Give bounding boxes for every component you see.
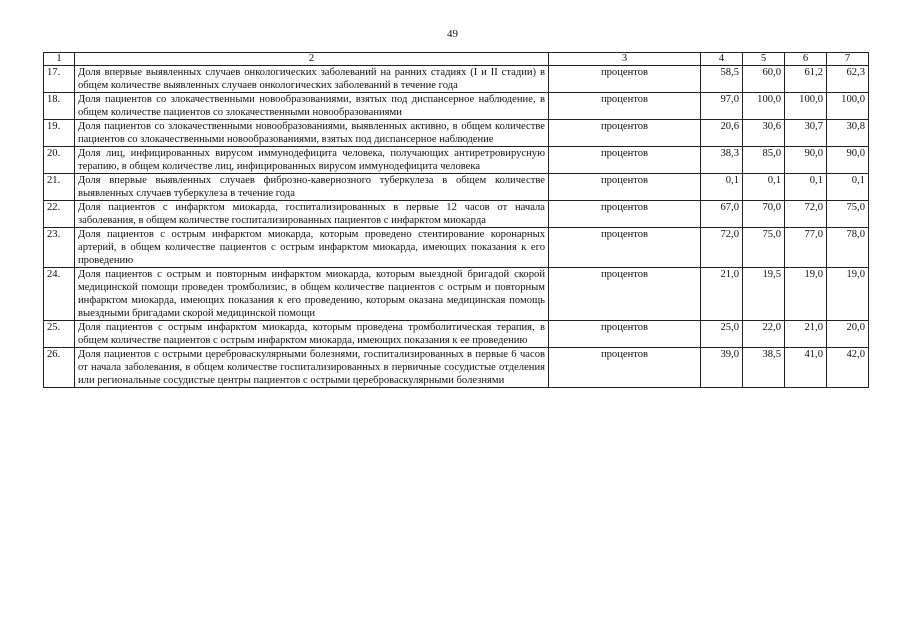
row-number: 19. [44,120,75,147]
unit-cell: процентов [549,174,701,201]
table-row [44,93,869,120]
column-header-2: 2 [75,53,549,66]
value-col-7: 90,0 [827,147,869,174]
table-row [44,321,869,348]
value-col-4: 97,0 [701,93,743,120]
indicator-description: Доля пациентов со злокачественными новообразованиями, выявленных активно, в общем количестве пациентов со злокачественными новообразованиями, взятых под диспансерное наблюдение [75,120,549,147]
value-col-4: 21,0 [701,268,743,321]
value-col-7: 30,8 [827,120,869,147]
value-col-7: 62,3 [827,66,869,93]
value-col-5: 100,0 [743,93,785,120]
table-row [44,147,869,174]
indicator-description: Доля пациентов со злокачественными новообразованиями, взятых под диспансерное наблюдение, в общем количестве пациентов со злокачественными новообразованиями [75,93,549,120]
value-col-7: 78,0 [827,228,869,268]
column-header-7: 7 [827,53,869,66]
value-col-4: 67,0 [701,201,743,228]
row-number: 20. [44,147,75,174]
indicator-description: Доля впервые выявленных случаев фиброзно-кавернозного туберкулеза в общем количестве выявленных случаев туберкулеза в течение года [75,174,549,201]
value-col-7: 75,0 [827,201,869,228]
value-col-5: 70,0 [743,201,785,228]
value-col-5: 19,5 [743,268,785,321]
value-col-6: 0,1 [785,174,827,201]
indicator-description: Доля пациентов с острыми цереброваскулярными болезнями, госпитализированных в первые 6 часов от начала заболевания, в общем количестве госпитализированных в первичные сосудистые отделения или региональные сосудистые центры пациентов с острыми цереброваскулярными болезнями [75,348,549,388]
row-number: 26. [44,348,75,388]
value-col-4: 20,6 [701,120,743,147]
column-header-4: 4 [701,53,743,66]
unit-cell: процентов [549,268,701,321]
table-row [44,174,869,201]
table-row [44,268,869,321]
table-row [44,348,869,388]
row-number: 25. [44,321,75,348]
unit-cell: процентов [549,348,701,388]
value-col-5: 75,0 [743,228,785,268]
table-row [44,66,869,93]
column-header-5: 5 [743,53,785,66]
row-number: 17. [44,66,75,93]
value-col-5: 38,5 [743,348,785,388]
unit-cell: процентов [549,93,701,120]
table-row [44,120,869,147]
row-number: 24. [44,268,75,321]
value-col-7: 19,0 [827,268,869,321]
value-col-4: 0,1 [701,174,743,201]
value-col-7: 42,0 [827,348,869,388]
value-col-6: 41,0 [785,348,827,388]
value-col-6: 30,7 [785,120,827,147]
indicator-description: Доля пациентов с острым инфарктом миокарда, которым проведена тромболитическая терапия, в общем количестве пациентов с острым инфарктом миокарда, имеющих показания к ее проведению [75,321,549,348]
value-col-6: 19,0 [785,268,827,321]
value-col-4: 72,0 [701,228,743,268]
row-number: 23. [44,228,75,268]
column-header-1: 1 [44,53,75,66]
column-header-3: 3 [549,53,701,66]
row-number: 18. [44,93,75,120]
header-row [44,53,869,66]
value-col-4: 39,0 [701,348,743,388]
unit-cell: процентов [549,120,701,147]
value-col-6: 21,0 [785,321,827,348]
unit-cell: процентов [549,321,701,348]
indicator-description: Доля лиц, инфицированных вирусом иммунодефицита человека, получающих антиретровирусную терапию, в общем количестве лиц, инфицированных вирусом иммунодефицита человека [75,147,549,174]
value-col-6: 100,0 [785,93,827,120]
unit-cell: процентов [549,66,701,93]
value-col-7: 0,1 [827,174,869,201]
unit-cell: процентов [549,201,701,228]
indicator-description: Доля пациентов с инфарктом миокарда, госпитализированных в первые 12 часов от начала заболевания, в общем количестве госпитализированных пациентов с инфарктом миокарда [75,201,549,228]
value-col-7: 20,0 [827,321,869,348]
indicator-description: Доля пациентов с острым инфарктом миокарда, которым проведено стентирование коронарных артерий, в общем количестве пациентов с острым инфарктом миокарда, имеющих показания к его проведению [75,228,549,268]
indicators-table [43,52,869,388]
page-number: 49 [447,28,458,40]
indicator-description: Доля впервые выявленных случаев онкологических заболеваний на ранних стадиях (I и II стадии) в общем количестве выявленных случаев онкологических заболеваний в течение года [75,66,549,93]
column-header-6: 6 [785,53,827,66]
unit-cell: процентов [549,228,701,268]
value-col-6: 77,0 [785,228,827,268]
indicator-description: Доля пациентов с острым и повторным инфарктом миокарда, которым выездной бригадой скорой медицинской помощи проведен тромболизис, в общем количестве пациентов с острым и повторным инфарктом миокарда, имеющих показания к его проведению, которым оказана медицинская помощь выездными бригадами скорой медицинской помощи [75,268,549,321]
value-col-5: 60,0 [743,66,785,93]
table-row [44,228,869,268]
value-col-4: 58,5 [701,66,743,93]
value-col-6: 72,0 [785,201,827,228]
value-col-7: 100,0 [827,93,869,120]
value-col-5: 30,6 [743,120,785,147]
value-col-4: 25,0 [701,321,743,348]
value-col-4: 38,3 [701,147,743,174]
value-col-5: 0,1 [743,174,785,201]
row-number: 22. [44,201,75,228]
unit-cell: процентов [549,147,701,174]
value-col-5: 22,0 [743,321,785,348]
row-number: 21. [44,174,75,201]
table-row [44,201,869,228]
value-col-6: 61,2 [785,66,827,93]
value-col-5: 85,0 [743,147,785,174]
value-col-6: 90,0 [785,147,827,174]
